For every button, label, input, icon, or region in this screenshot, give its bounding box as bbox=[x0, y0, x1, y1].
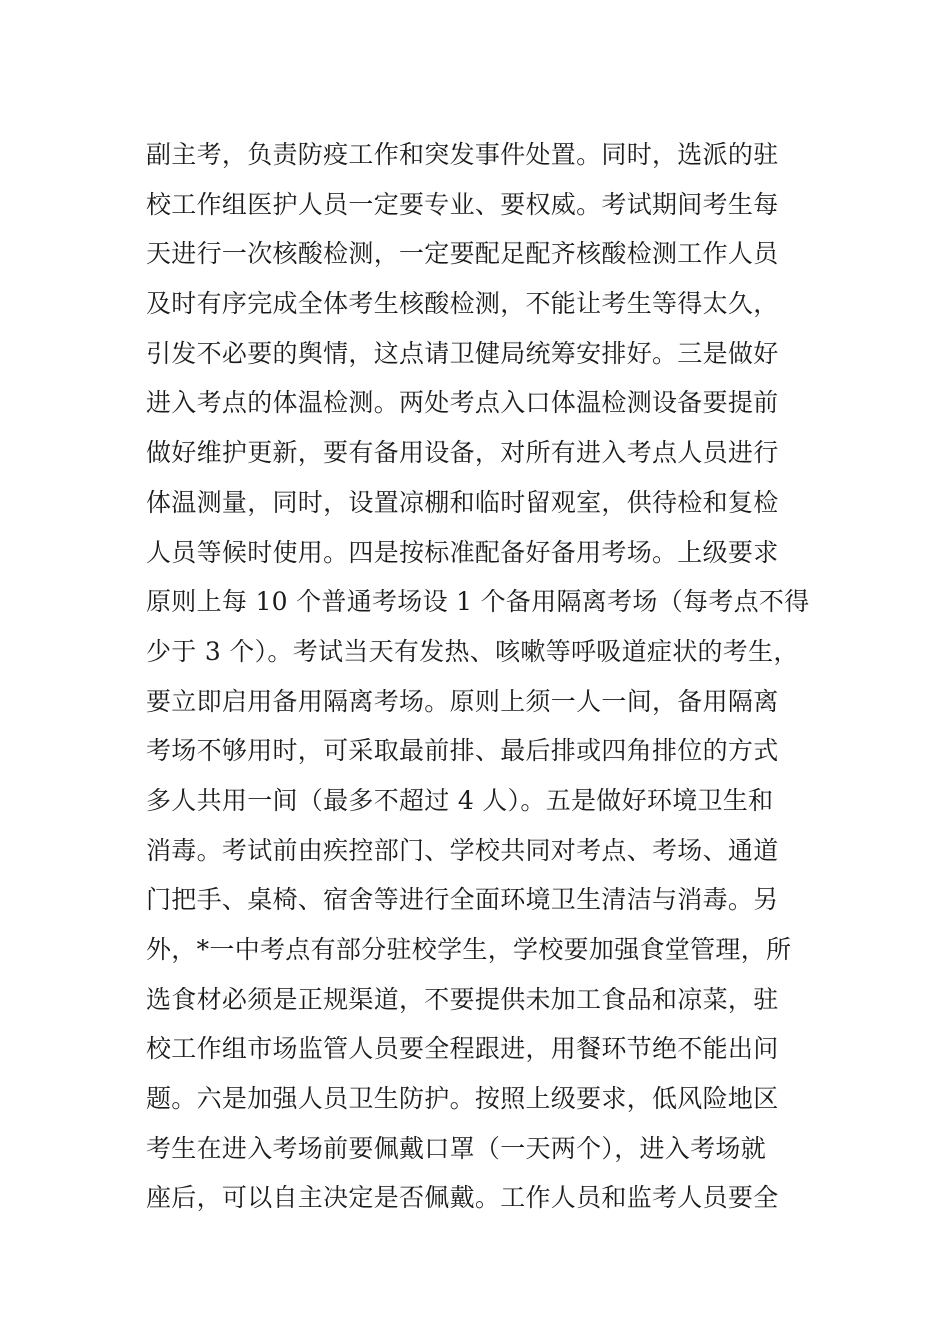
text-line-4: 及时有序完成全体考生核酸检测，不能让考生等得太久， bbox=[146, 289, 779, 319]
text-line-1: 副主考，负责防疫工作和突发事件处置。同时，选派的驻 bbox=[146, 140, 779, 169]
text-line-8: 体温测量，同时，设置凉棚和临时留观室，供待检和复检 bbox=[146, 487, 779, 517]
text-line-9: 人员等候时使用。四是按标准配备好备用考场。上级要求 bbox=[146, 537, 779, 567]
text-line-10: 原则上每 10 个普通考场设 1 个备用隔离考场（每考点不得 bbox=[146, 587, 810, 617]
text-line-5: 引发不必要的舆情，这点请卫健局统筹安排好。三是做好 bbox=[146, 338, 779, 368]
text-line-17: 外，*一中考点有部分驻校学生，学校要加强食堂管理，所 bbox=[146, 935, 792, 964]
text-line-18: 选食材必须是正规渠道，不要提供未加工食品和凉菜，驻 bbox=[146, 984, 779, 1014]
text-line-15: 消毒。考试前由疾控部门、学校共同对考点、考场、通道 bbox=[146, 835, 779, 865]
text-line-3: 天进行一次核酸检测，一定要配足配齐核酸检测工作人员 bbox=[146, 239, 779, 269]
text-line-19: 校工作组市场监管人员要全程跟进，用餐环节绝不能出问 bbox=[146, 1034, 779, 1064]
body-paragraph bbox=[146, 130, 836, 1223]
text-line-21: 考生在进入考场前要佩戴口罩（一天两个），进入考场就 bbox=[146, 1133, 767, 1163]
text-line-6: 进入考点的体温检测。两处考点入口体温检测设备要提前 bbox=[146, 388, 779, 418]
text-line-7: 做好维护更新，要有备用设备，对所有进入考点人员进行 bbox=[146, 438, 779, 468]
text-line-13: 考场不够用时，可采取最前排、最后排或四角排位的方式 bbox=[146, 736, 779, 766]
text-line-12: 要立即启用备用隔离考场。原则上须一人一间，备用隔离 bbox=[146, 686, 779, 716]
text-line-11: 少于 3 个）。考试当天有发热、咳嗽等呼吸道症状的考生， bbox=[146, 636, 799, 666]
text-line-22: 座后，可以自主决定是否佩戴。工作人员和监考人员要全 bbox=[146, 1183, 779, 1213]
text-line-20: 题。六是加强人员卫生防护。按照上级要求，低风险地区 bbox=[146, 1084, 779, 1114]
text-line-16: 门把手、桌椅、宿舍等进行全面环境卫生清洁与消毒。另 bbox=[146, 885, 779, 915]
text-line-14: 多人共用一间（最多不超过 4 人）。五是做好环境卫生和 bbox=[146, 785, 774, 815]
text-line-2: 校工作组医护人员一定要专业、要权威。考试期间考生每 bbox=[146, 189, 779, 219]
